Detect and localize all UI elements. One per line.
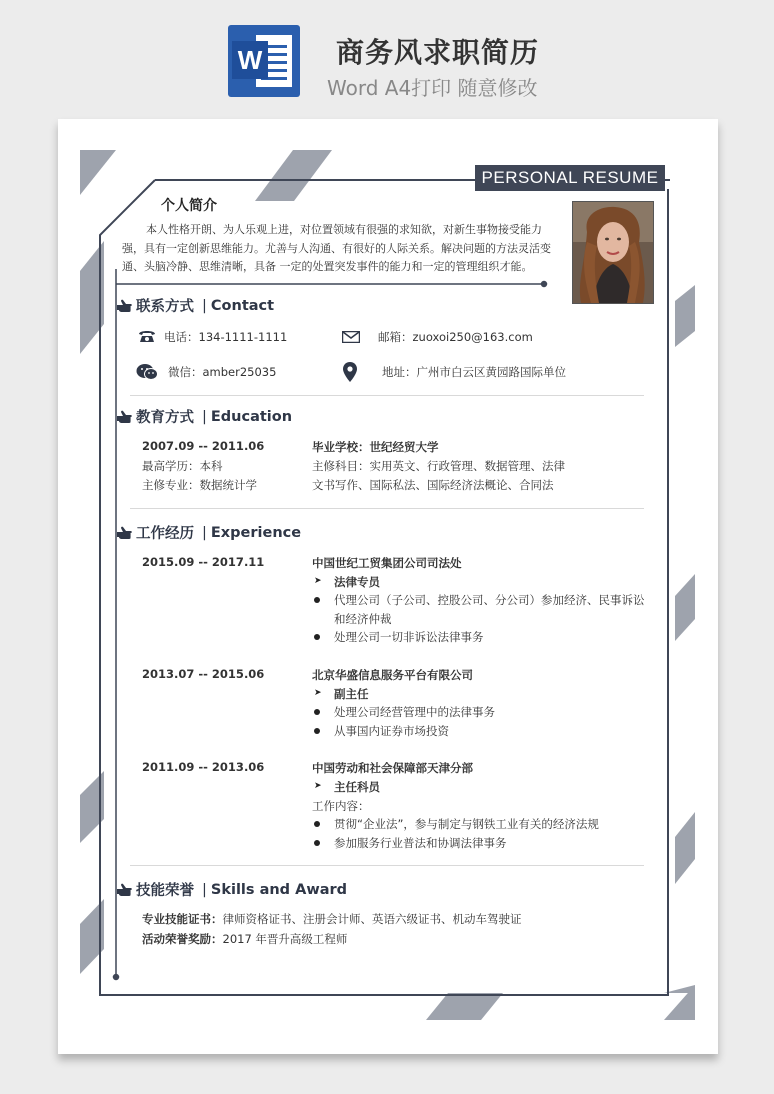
job-content-label: 工作内容： [312,799,370,813]
job-period: 2011.09 -- 2013.06 [142,760,265,774]
hand-pointer-icon [116,410,132,424]
intro-title: 个人简介 [161,198,217,214]
experience-title-en: Experience [210,524,302,541]
experience-title-cn: 工作经历 [136,526,194,542]
job-role: 副主任 [334,687,369,701]
skills-award-value: 2017 年晋升高级工程师 [222,932,348,946]
education-degree: 最高学历：本科 [142,459,223,473]
job-duty: 处理公司一切非诉讼法律事务 [334,630,484,644]
mail-icon [342,331,360,343]
education-title-cn: 教育方式 [136,410,194,426]
hand-pointer-icon [116,299,132,313]
education-school: 毕业学校：世纪经贸大学 [312,440,439,454]
section-experience-title: 工作经历 | Experience [116,522,301,543]
job-company: 中国劳动和社会保障部天津分部 [312,761,473,775]
contact-title-en: Contact [210,297,275,314]
job-company: 中国世纪工贸集团公司司法处 [312,556,462,570]
bullet-icon [314,821,320,827]
education-courses: 主修科目：实用英文、行政管理、数据管理、法律 [312,459,565,473]
arrow-bullet-icon: ➤ [314,688,322,698]
bullet-icon [314,840,320,846]
job-role: 主任科员 [334,780,380,794]
job-duty: 代理公司（子公司、控股公司、分公司）参加经济、民事诉讼 [334,593,645,607]
education-major: 主修专业：数据统计学 [142,478,257,492]
bullet-icon [314,709,320,715]
job-duty: 参加服务行业普法和协调法律事务 [334,836,507,850]
phone-icon [138,329,156,343]
job-duty: 贯彻“企业法”，参与制定与钢铁工业有关的经济法规 [334,817,599,831]
job-period: 2015.09 -- 2017.11 [142,555,265,569]
wechat-text: 微信：amber25035 [168,365,277,379]
address-text: 地址：广州市白云区黄园路国际单位 [382,365,566,379]
job-company: 北京华盛信息服务平台有限公司 [312,668,473,682]
education-courses-cont: 文书写作、国际私法、国际经济法概论、合同法 [312,478,554,492]
skills-award-label: 活动荣誉奖励： [142,932,223,946]
arrow-bullet-icon: ➤ [314,576,322,586]
section-skills-title: 技能荣誉 | Skills and Award [116,879,347,900]
bullet-icon [314,634,320,640]
banner-title: 商务风求职简历 [336,36,540,69]
email-text: 邮箱：zuoxoi250@163.com [378,330,533,344]
skills-title-en: Skills and Award [210,881,348,898]
skills-cert-value: 律师资格证书、注册会计师、英语六级证书、机动车驾驶证 [222,912,522,926]
banner-subtitle: Word A4打印 随意修改 [327,76,538,100]
divider [130,395,644,396]
profile-photo [572,201,654,304]
resume-page [58,119,718,1054]
word-icon-letter: W [232,41,268,79]
divider [130,508,644,509]
section-education-title: 教育方式 | Education [116,406,292,427]
intro-text: 本人性格开朗、为人乐观上进，对位置领域有很强的求知欲，对新生事物接受能力强，具有一定创新思维能力。尤善与人沟通、有很好的人际关系。解决问题的方法灵活变通、头脑冷静、思维清晰，具备 一定的处置突发事件的能力和一定的管理组织才能。 [122,223,551,274]
divider [130,865,644,866]
skills-cert-label: 专业技能证书： [142,912,223,926]
hand-pointer-icon [116,526,132,540]
phone-text: 电话：134-1111-1111 [164,330,288,344]
skills-title-cn: 技能荣誉 [136,883,194,899]
job-period: 2013.07 -- 2015.06 [142,667,265,681]
arrow-bullet-icon: ➤ [314,781,322,791]
hand-pointer-icon [116,883,132,897]
job-duty: 从事国内证券市场投资 [334,724,449,738]
job-duty: 和经济仲裁 [334,612,392,626]
promo-banner [0,0,774,110]
wechat-icon [136,363,158,381]
education-title-en: Education [210,408,293,425]
bullet-icon [314,728,320,734]
location-icon [343,362,357,382]
job-duty: 处理公司经营管理中的法律事务 [334,705,495,719]
bullet-icon [314,597,320,603]
word-icon [228,25,300,97]
personal-resume-tag: PERSONAL RESUME [475,165,665,191]
contact-title-cn: 联系方式 [136,299,194,315]
skills-cert [142,911,522,927]
job-role: 法律专员 [334,575,380,589]
education-period: 2007.09 -- 2011.06 [142,439,265,453]
skills-award [142,931,347,947]
section-contact-title: 联系方式 | Contact [116,295,274,316]
